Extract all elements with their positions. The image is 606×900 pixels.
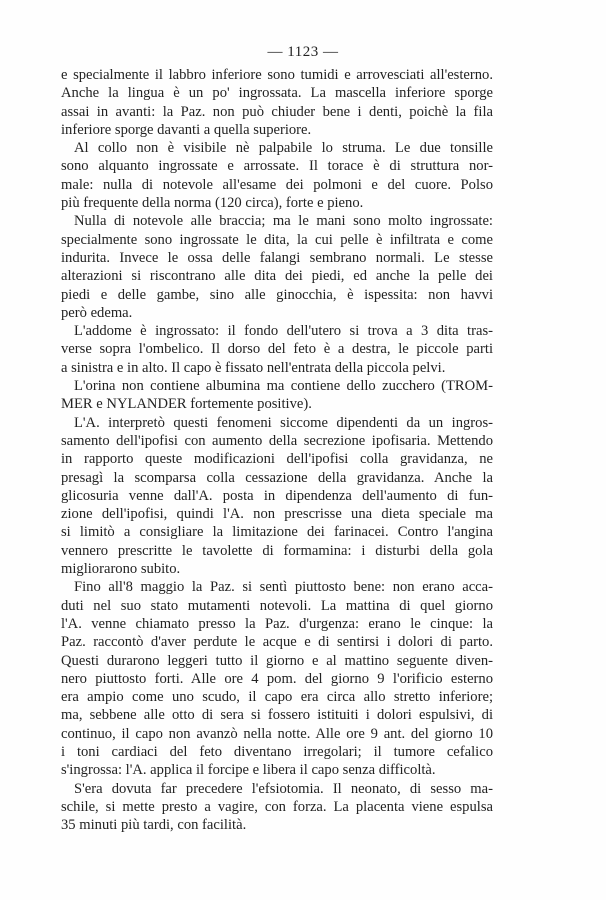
paragraph	[61, 578, 493, 779]
text-line: 35 minuti più tardi, con facilità.	[61, 817, 247, 834]
text-line: ma, sebbene alle otto di sera si fossero istituiti i dolori espulsivi, di	[61, 707, 493, 724]
paragraph	[61, 780, 493, 835]
text-line: indurita. Invece le ossa delle falangi sembrano normali. Le stesse	[61, 249, 493, 266]
text-line: samento dell'ipofisi con aumento della secrezione ipofisaria. Mettendo	[61, 432, 493, 449]
paragraph	[61, 139, 493, 212]
text-line: nero piuttosto forti. Alle ore 4 pom. del giorno 9 l'orificio esterno	[61, 670, 493, 687]
text-line: Fino all'8 maggio la Paz. si sentì piuttosto bene: non erano acca-	[74, 579, 493, 596]
text-line: assai in avanti: la Paz. non può chiuder bene i denti, poichè la fila	[61, 103, 493, 120]
text-line: Al collo non è visibile nè palpabile lo struma. Le due tonsille	[74, 140, 493, 157]
text-line: duti nel suo stato mutamenti notevoli. La mattina di quel giorno	[61, 597, 493, 614]
paragraph	[61, 414, 493, 579]
text-line: zione dell'ipofisi, quindi l'A. non prescrisse una dieta speciale ma	[61, 506, 493, 523]
text-line: glicosuria venne dall'A. posta in dipendenza dell'aumento di fun-	[61, 487, 493, 504]
text-line: migliorarono subito.	[61, 561, 181, 578]
text-line: però edema.	[61, 304, 133, 321]
text-line: alterazioni si riscontrano alle dita dei piedi, ed anche la pelle dei	[61, 268, 493, 285]
text-line: sono alquanto ingrossate e arrossate. Il torace è di struttura nor-	[61, 158, 493, 175]
text-line: in rapporto queste modificazioni dell'ipofisi colla gravidanza, ne	[61, 451, 493, 468]
text-line: era ampio come uno scudo, il capo era circa allo stretto inferiore;	[61, 689, 493, 706]
text-line: L'addome è ingrossato: il fondo dell'utero si trova a 3 dita tras-	[74, 323, 493, 340]
text-line: Anche la lingua è un po' ingrossata. La mascella inferiore sporge	[61, 85, 493, 102]
text-line: Questi durarono leggeri tutto il giorno e al mattino seguente diven-	[61, 652, 493, 669]
text-line: male: nulla di notevole all'esame dei polmoni e del cuore. Polso	[61, 176, 493, 193]
paragraph	[61, 66, 493, 139]
text-line: schile, si mette presto a vagire, con forza. La placenta viene espulsa	[61, 798, 493, 815]
text-line: più frequente della norma (120 circa), forte e pieno.	[61, 195, 364, 212]
text-line: S'era dovuta far precedere l'efsiotomia. Il neonato, di sesso ma-	[74, 780, 493, 797]
paragraph	[61, 377, 493, 414]
text-line: L'A. interpretò questi fenomeni siccome dipendenti da un ingros-	[74, 414, 493, 431]
text-line: inferiore sporge davanti a quella superiore.	[61, 121, 312, 138]
text-line: L'orina non contiene albumina ma contiene dello zucchero (TROM-	[74, 378, 493, 395]
page-number: — 1123 —	[267, 44, 339, 60]
text-line: presagì la scomparsa colla cessazione della gravidanza. Anche la	[61, 469, 493, 486]
paragraph	[61, 212, 493, 322]
text-line: Paz. raccontò d'aver perdute le acque e di sentirsi i dolori di parto.	[61, 634, 493, 651]
text-line: s'ingrossa: l'A. applica il forcipe e libera il capo senza difficoltà.	[61, 762, 436, 779]
body-text	[61, 66, 493, 834]
paragraph	[61, 322, 493, 377]
text-line: i toni cardiaci del feto diventano irregolari; il tumore cefalico	[61, 743, 493, 760]
text-line: vennero prescritte le tavolette di formamina: i disturbi della gola	[61, 542, 493, 559]
text-line: e specialmente il labbro inferiore sono tumidi e arrovesciati all'esterno.	[61, 67, 493, 83]
text-line: Nulla di notevole alle braccia; ma le mani sono molto ingrossate:	[74, 213, 493, 230]
text-line: specialmente sono ingrossate le dita, la cui pelle è infiltrata e come	[61, 231, 493, 248]
text-line: continuo, il capo non avanzò nella notte. Alle ore 9 ant. del giorno 10	[61, 725, 493, 742]
text-line: l'A. venne chiamato presso la Paz. d'urgenza: erano le cinque: la	[61, 615, 493, 632]
text-line: a sinistra e in alto. Il capo è fissato nell'entrata della piccola pelvi.	[61, 359, 446, 376]
text-line: piedi e delle gambe, sino alle ginocchia, è ispessita: non havvi	[61, 286, 493, 303]
text-line: MER e NYLANDER fortemente positive).	[61, 396, 312, 413]
text-line: si limitò a consigliare la limitazione dei farinacei. Contro l'angina	[61, 524, 493, 541]
text-line: verse sopra l'ombelico. Il dorso del feto è a destra, le piccole parti	[61, 341, 493, 358]
